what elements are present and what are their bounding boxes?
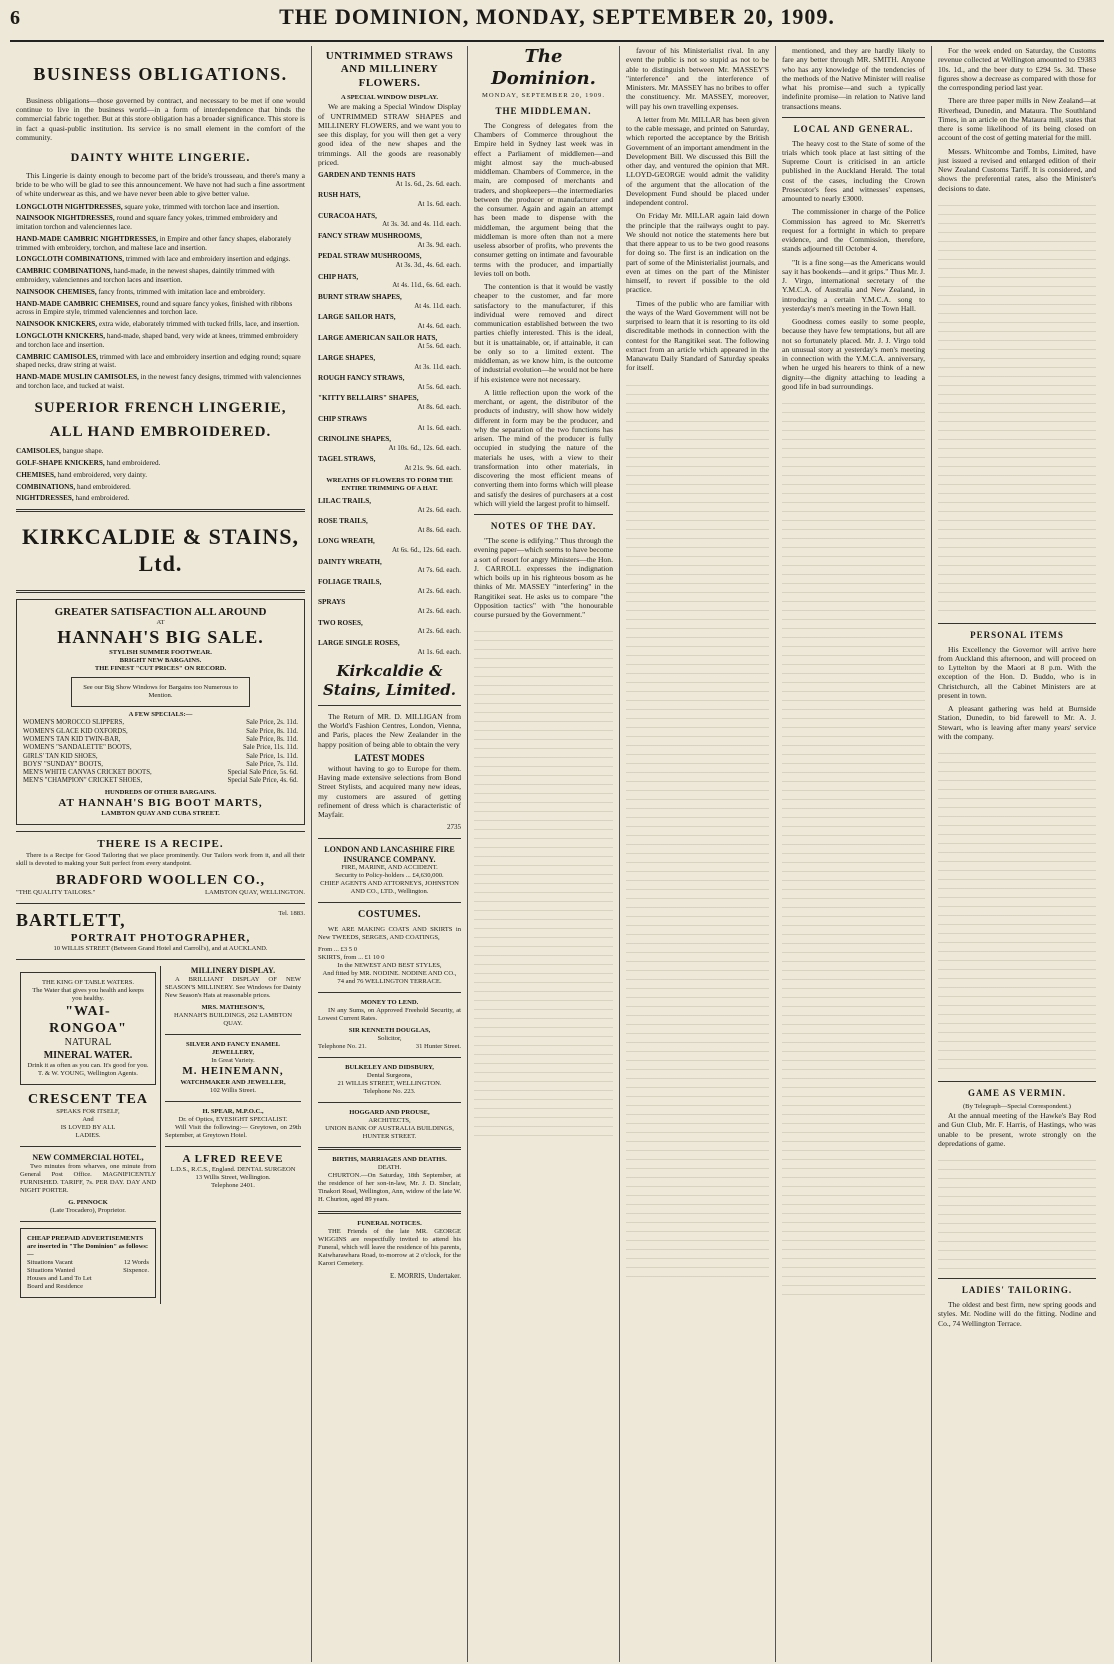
article-paragraph: The commissioner in charge of the Police Commission has agreed to Mr. Skerrett's request for a fortnight in which to prepare evidence, and the Commission, therefore, stands adjourned till October 4. — [782, 207, 925, 254]
page-number: 6 — [10, 7, 20, 29]
french-lingerie-heading: SUPERIOR FRENCH LINGERIE, — [34, 399, 287, 416]
bartlett-address: 10 WILLIS STREET (Between Grand Hotel and Carroll's), and at AUCKLAND. — [53, 945, 268, 953]
hannah-address: LAMBTON QUAY AND CUBA STREET. — [101, 810, 220, 818]
list-item: HAND-MADE CAMBRIC NIGHTDRESSES, in Empire and other fancy shapes, elaborately trimmed with embroidery, torchon, and maltese lace and insertion. — [16, 234, 292, 252]
text-continuation — [938, 1152, 1096, 1272]
divider — [20, 1221, 156, 1222]
article-paragraph: There are three paper mills in New Zealand—at Riverhead, Dunedin, and Mataura. The Southland Times, in an article on the Mataura mill, states that there is some likelihood of its being closed on account of the cost of getting material for the mill. — [938, 96, 1096, 143]
list-item: GIRLS' TAN KID SHOES, Sale Price, 1s. 11d. — [23, 752, 298, 760]
divider — [318, 902, 461, 903]
list-item: MEN'S "CHAMPION" CRICKET SHOES, Special Sale Price, 4s. 6d. — [23, 777, 298, 785]
bartlett-title: PORTRAIT PHOTOGRAPHER, — [70, 931, 251, 944]
crescent-tea-advert: CRESCENT TEA SPEAKS FOR ITSELF, And IS LOVED BY ALL LADIES. — [20, 1091, 156, 1140]
hoggard-advert: HOGGARD AND PROUSE, ARCHITECTS, UNION BANK OF AUSTRALIA BUILDINGS, HUNTER STREET. — [325, 1109, 454, 1141]
list-item: TAGEL STRAWS, At 21s. 9s. 6d. each. — [318, 455, 461, 473]
list-item: PEDAL STRAW MUSHROOMS, At 3s. 3d., 4s. 6d. each. — [318, 252, 461, 270]
article-paragraph: At the annual meeting of the Hawke's Bay Rod and Gun Club, Mr. F. Harris, of Hastings, who was unable to be present, wrote strongly on the depredations of game. — [938, 1111, 1096, 1148]
hannah-specials — [23, 719, 298, 785]
list-item: HAND-MADE MUSLIN CAMISOLES, in the newest fancy designs, trimmed with valenciennes and torchon lace, and tucked at waist. — [16, 373, 302, 390]
heinemann-advert: SILVER AND FANCY ENAMEL JEWELLERY, In Great Variety. M. HEINEMANN, WATCHMAKER AND JEWELLER, 102 Willis Street. — [165, 1041, 301, 1095]
funeral-section: FUNERAL NOTICES. THE Friends of the late MR. GEORGE WIGGINS are respectfully invited to attend his Funeral, which will leave the residence of his parents, Kaiwharawhara Road, to-morrow at 2 o'clock, for the Karori Cemetery. E. MORRIS, Undertaker. — [318, 1219, 461, 1280]
lingerie-heading: DAINTY WHITE LINGERIE. — [70, 150, 251, 165]
list-item: CHIP STRAWS At 1s. 6d. each. — [318, 414, 461, 432]
article-paragraph: A letter from Mr. MILLAR has been given to the cable message, and printed on Saturday, which reported the acceptance by the British Government of an important amendment in the Development Bill. We discussed this Bill the other day, and ventured the opinion that MR. LLOYD-GEORGE would admit the validity of the argument that the allocation of the Development Fund should be placed under independent control. — [626, 114, 769, 207]
divider — [938, 1081, 1096, 1082]
french-lingerie-list — [16, 447, 305, 503]
list-item: CAMBRIC COMBINATIONS, hand-made, in the newest shapes, daintily trimmed with embroidery, valenciennes and torchon laces and insertion. — [16, 267, 275, 285]
hannah-hundreds: HUNDREDS OF OTHER BARGAINS. — [104, 788, 217, 796]
list-item: MEN'S WHITE CANVAS CRICKET BOOTS, Special Sale Price, 5s. 6d. — [23, 769, 298, 777]
list-item: FOLIAGE TRAILS, At 2s. 6d. each. — [318, 578, 461, 595]
article-paragraph: "It is a fine song—as the Americans would say it has bookends—and it grips." Thus Mr. J. J. Virgo, international secretary of the Y.M.C.A. of Australia and New Zealand, in introducing a certain Y.M.C.A. song to yesterday's men's meeting in the Town Hall. — [782, 257, 925, 313]
list-item: TWO ROSES, At 2s. 6d. each. — [318, 618, 461, 636]
hannah-line3: THE FINEST "CUT PRICES" ON RECORD. — [94, 665, 227, 673]
reeve-advert: A LFRED REEVE L.D.S., R.C.S., England. DENTAL SURGEON 13 Willis Street, Wellington. Telephone 2401. — [170, 1152, 296, 1190]
text-continuation — [782, 395, 925, 1295]
divider — [318, 1057, 461, 1058]
column-straws — [312, 46, 468, 1662]
paper-name: The Dominion. — [491, 46, 596, 89]
divider — [16, 959, 305, 960]
hannah-sale-advert — [16, 599, 305, 825]
recipe-body: There is a Recipe for Good Tailoring that we place prominently. Our Tailors work from it, and all their skill is devoted to making your Suit perfect from every standpoint. — [16, 851, 305, 867]
list-item: RUSH HATS, At 1s. 6d. each. — [318, 191, 461, 209]
editorial-paragraph: A little reflection upon the work of the merchant, or agent, the distributor of the products of industry, will show how widely different in form may be the producer, and why the separation of the two functions has arisen. The mind of the producer is fully occupied in studying the nature of the materials he uses, with a view to their transformation into other materials, in discovering the most efficient means of converting them into forms which will please and satisfy the desires of purchasers at a cost which will yield the largest profit to himself. — [474, 387, 613, 508]
recipe-heading: THERE IS A RECIPE. — [97, 838, 224, 851]
wreaths-heading: WREATHS OF FLOWERS TO FORM THE ENTIRE TRIMMING OF A HAT. — [326, 476, 453, 492]
list-item: NAINSOOK NIGHTDRESSES, round and square fancy yokes, trimmed embroidery and imitation torchon and valenciennes lace. — [16, 214, 278, 232]
list-item: Houses and Land To Let — [27, 1275, 92, 1283]
list-item: CURACOA HATS, At 3s. 3d. and 4s. 11d. each. — [318, 211, 461, 229]
article-paragraph: Times of the public who are familiar with the ways of the Ward Government will not be surprised to learn that it is resorting to its old discreditable methods in connection with the contest for the Rangitikei seat. The following extract from an article which appeared in the Manawatu Daily Standard of Saturday speaks for itself. — [626, 298, 769, 373]
divider — [165, 1146, 301, 1147]
divider — [318, 992, 461, 993]
article-paragraph: favour of his Ministerialist rival. In any event the public is not so stupid as not to be able to distinguish between Mr. MASSEY'S "interference" and the interference of Ministers. Mr. MASSEY has no bribes to offer the constituency. Mr. MASSEY, moreover, will pay his own travelling expenses. — [626, 46, 769, 111]
straws-heading: UNTRIMMED STRAWS AND MILLINERY FLOWERS. — [325, 50, 454, 89]
business-intro: Business obligations—those governed by contract, and necessary to be met if one would continue to live in the business world—in a form of interdependence that binds the commercial fabric together. But at this store obligation has a broader significance. This store is in fact a quasi-public institution. Its service is no small element in the comfort of the community. — [16, 95, 305, 142]
small-ads-grid — [16, 966, 305, 1304]
recipe-footer: "THE QUALITY TAILORS." LAMBTON QUAY, WELLINGTON. — [16, 888, 305, 896]
article-paragraph: Messrs. Whitcombe and Tombs, Limited, have just issued a revised and enlarged edition of their New Zealand Customs Tariff. It is considered, and shows the preferential rates, also the Minister's decisions to date. — [938, 146, 1096, 193]
divider — [318, 1147, 461, 1150]
notes-headline: NOTES OF THE DAY. — [490, 521, 597, 532]
editorial-paragraph: The contention is that it would be vastly cheaper to the customer, and far more satisfactory to the manufacturer, if this individual were removed and direct communication established between the two parties chiefly interested. This is the ideal, but it is unattainable, or, if attainable, it can be only so to a limited extent. The middleman, as we know him, is the outcome of industrial evolution—he would not be here if his existence were not necessary. — [474, 282, 613, 384]
divider — [474, 514, 613, 515]
list-item: FANCY STRAW MUSHROOMS, At 3s. 9d. each. — [318, 231, 461, 249]
straws-firm: Kirkcaldie & Stains, Limited. — [323, 662, 456, 699]
straws-list — [318, 171, 461, 473]
list-item: NAINSOOK KNICKERS, extra wide, elaborately trimmed with tucked frills, lace, and insertion. — [16, 320, 300, 329]
article-paragraph: For the week ended on Saturday, the Customs revenue collected at Wellington amounted to £9383 10s. 1d., and the beer duty to £294 5s. 3d. These figures show a decrease as compared with those for the corresponding period last year. — [938, 46, 1096, 92]
divider — [20, 1146, 156, 1147]
list-item: Board and Residence — [27, 1283, 84, 1291]
divider — [16, 903, 305, 904]
list-item: CRINOLINE SHAPES, At 10s. 6d., 12s. 6d. each. — [318, 435, 461, 452]
wairongoa-advert: THE KING OF TABLE WATERS. The Water that gives you health and keeps you healthy. "WAI-RONGOA" NATURAL MINERAL WATER. Drink it as often as you can. It's good for you. T. & W. YOUNG, Wellington Agents. — [20, 972, 156, 1085]
list-item: ROSE TRAILS, At 8s. 6d. each. — [318, 517, 461, 534]
newspaper-title: THE DOMINION, MONDAY, SEPTEMBER 20, 1909. — [279, 4, 835, 29]
text-continuation — [938, 745, 1096, 1075]
editorial-paragraph: The Congress of delegates from the Chambers of Commerce throughout the Empire held in Sydney last week was in effect a Parliament of middlemen—and might almost say the much-abused middleman. Chambers of Commerce, in the main, are composed of merchants and traders, and shopkeepers—the intermediaries between the producer or manufacturer and the consumer. Again and again an attempt has been made to dispense with the middleman, the argument being that the middleman is more often than not a mere useless absorber of profits, who prevents the consumer getting on intimate and favourable terms with the producer, and impartially levies toll on both. — [474, 120, 613, 278]
list-item: Situations Vacant 12 Words — [27, 1258, 149, 1266]
list-item: DAINTY WREATH, At 7s. 6d. each. — [318, 557, 461, 575]
list-item: LARGE SINGLE ROSES, At 1s. 6d. each. — [318, 638, 461, 656]
column-six — [932, 46, 1102, 1662]
business-heading: BUSINESS OBLIGATIONS. — [33, 64, 288, 84]
french-lingerie-subheading: ALL HAND EMBROIDERED. — [49, 423, 272, 440]
hannah-specials-head: A FEW SPECIALS:— — [128, 711, 193, 719]
divider — [782, 117, 925, 118]
list-item: NIGHTDRESSES, hand embroidered. — [16, 494, 130, 503]
lingerie-intro: This Lingerie is dainty enough to become part of the bride's trousseau, and there's many a bride to be who will be glad to see this announcement. We have not had such a fine assortment of white underwear as this, and we have never been able to give better value. — [16, 170, 305, 199]
spear-advert: H. SPEAR, M.P.O.C., Dr. of Optics, EYESIGHT SPECIALIST. Will Visit the following:— Greytown, on 29th September, at Greytown Hotel. — [165, 1107, 301, 1139]
list-item: SPRAYS At 2s. 6d. each. — [318, 598, 461, 616]
editorial-headline: THE MIDDLEMAN. — [495, 105, 592, 116]
money-advert: MONEY TO LEND. IN any Sums, on Approved Freehold Security, at Lowest Current Rates. SIR KENNETH DOUGLAS, Solicitor, Telephone No. 21. 31 Hunter Street. — [318, 998, 461, 1051]
small-ads-right — [161, 966, 305, 1304]
list-item: LONGCLOTH NIGHTDRESSES, square yoke, trimmed with torchon lace and insertion. — [16, 202, 280, 211]
straws-intro: We are making a Special Window Display of UNTRIMMED STRAW SHAPES and MILLINERY FLOWERS, and we want you to see this display, for you will then get a very good idea of the new shapes and the trimmings. All the goods are reasonably priced. — [318, 102, 461, 167]
game-vermin-headline: GAME AS VERMIN. — [967, 1088, 1067, 1099]
straws-subheading: A SPECIAL WINDOW DISPLAY. — [340, 94, 439, 102]
list-item: BURNT STRAW SHAPES, At 4s. 11d. each. — [318, 292, 461, 310]
heinemann-name: M. HEINEMANN, — [182, 1065, 284, 1078]
firm-name: KIRKCALDIE & STAINS, Ltd. — [22, 524, 299, 576]
millinery-advert: MILLINERY DISPLAY. A BRILLIANT DISPLAY OF NEW SEASON'S MILLINERY. See Windows for Dainty New Season's Hats at reasonable prices. MRS. MATHESON'S, HANNAH'S BUILDINGS, 262 LAMBTON QUAY. — [165, 966, 301, 1027]
list-item: CAMBRIC CAMISOLES, trimmed with lace and embroidery insertion and edging round; square shaped necks, draw string at waist. — [16, 352, 301, 370]
divider — [16, 831, 305, 832]
list-item: HAND-MADE CAMBRIC CHEMISES, round and square fancy yokes, finished with ribbons across in Empire style, trimmed valenciennes and torchon lace. — [16, 299, 293, 317]
article-paragraph: Goodness comes easily to some people, because they have few temptations, but all are not so fortunately placed. Mr. J. J. Virgo told an unusual story at yesterday's men's meeting in connection with the Y.M.C.A. anniversary, when he urged his hearers to think of a new dignity—the dignity attaching to leading a good life in bad surroundings. — [782, 317, 925, 391]
article-paragraph: mentioned, and they are hardly likely to fare any better through MR. SMITH. Anyone who has any knowledge of the tendencies of the methods of the Native Minister will realise what his promise—and such a typically indefinite promise—in relation to Native land transactions means. — [782, 46, 925, 111]
list-item: WOMEN'S GLACE KID OXFORDS, Sale Price, 8s. 11d. — [23, 727, 298, 735]
article-paragraph: On Friday Mr. MILLAR again laid down the principle that the railways ought to pay. We should not notice the statements here but that there appear to us to be two good reasons for doing so. The first is an indication on the part of some of the Ministerialist journals, and even at times on the part of the Minister himself, to revert if possible to the old practice. — [626, 211, 769, 295]
list-item: WOMEN'S "SANDALETTE" BOOTS, Sale Price, 11s. 11d. — [23, 744, 298, 752]
hannah-line1: STYLISH SUMMER FOOTWEAR. — [109, 649, 212, 657]
list-item: NAINSOOK CHEMISES, fancy fronts, trimmed with imitation lace and embroidery. — [16, 287, 266, 296]
list-item: "KITTY BELLAIRS" SHAPES, At 8s. 6d. each. — [318, 394, 461, 412]
list-item: LARGE SHAPES, At 3s. 11d. each. — [318, 353, 461, 371]
divider — [16, 590, 305, 593]
list-item: CHEMISES, hand embroidered, very dainty. — [16, 470, 148, 479]
text-continuation — [474, 623, 613, 1143]
article-paragraph: A pleasant gathering was held at Burnside Station, Dunedin, to bid farewell to Mr. A. J. Stewart, who is leaving after many years' service with the company. — [938, 704, 1096, 741]
editorial-date: MONDAY, SEPTEMBER 20, 1909. — [482, 91, 605, 99]
divider — [318, 705, 461, 706]
divider — [318, 1102, 461, 1103]
column-container — [10, 46, 1104, 1662]
bartlett-name: BARTLETT, — [16, 909, 126, 930]
hannah-title: HANNAH'S BIG SALE. — [57, 627, 264, 648]
insurance-advert: LONDON AND LANCASHIRE FIRE INSURANCE COMPANY. FIRE, MARINE, AND ACCIDENT. Security to Policy-holders ... £4,630,000. CHIEF AGENTS AND ATTORNEYS, JOHNSTON AND CO., LTD., Wellington. — [320, 844, 459, 896]
hannah-top: GREATER SATISFACTION ALL AROUND — [54, 605, 267, 618]
bartlett-advert — [16, 910, 305, 953]
divider — [16, 509, 305, 512]
bulkeley-advert: BULKELEY AND DIDSBURY, Dental Surgeons, 21 WILLIS STREET, WELLINGTON. Telephone No. 223. — [337, 1064, 442, 1096]
list-item: BOYS' "SUNDAY" BOOTS, Sale Price, 7s. 11d. — [23, 760, 298, 768]
list-item: CHIP HATS, At 4s. 11d., 6s. 6d. each. — [318, 272, 461, 290]
divider — [318, 1211, 461, 1214]
list-item: WOMEN'S MOROCCO SLIPPERS, Sale Price, 2s. 11d. — [23, 719, 298, 727]
divider — [165, 1034, 301, 1035]
column-five — [776, 46, 932, 1662]
hannah-marts: AT HANNAH'S BIG BOOT MARTS, — [58, 796, 263, 809]
divider — [165, 1101, 301, 1102]
list-item: LONGCLOTH COMBINATIONS, trimmed with lace and embroidery insertion and edgings. — [16, 255, 291, 264]
bartlett-tel: Tel. 1883. — [278, 909, 305, 917]
cheap-ads-advert: CHEAP PREPAID ADVERTISEMENTS are inserted in "The Dominion" as follows:— Situations Vacant 12 Words Situations Wanted Sixpence. Houses and Land To Let Board and Residence — [20, 1228, 156, 1298]
text-continuation — [626, 377, 769, 1277]
text-continuation — [938, 197, 1096, 617]
column-editorial — [468, 46, 620, 1662]
list-item: LONG WREATH, At 6s. 6d., 12s. 6d. each. — [318, 537, 461, 555]
wreaths-list — [318, 497, 461, 657]
ladies-tailoring-headline: LADIES' TAILORING. — [961, 1285, 1073, 1296]
hotel-advert: NEW COMMERCIAL HOTEL, Two minutes from wharves, one minute from General Post Office. MAGNIFICENTLY FURNISHED. TARIFF, 7s. PER DAY. DAY AND NIGHT PORTER. G. PINNOCK (Late Trocadero), Proprietor. — [20, 1152, 156, 1214]
list-item: GOLF-SHAPE KNICKERS, hand embroidered. — [16, 459, 161, 468]
notes-paragraph: "The scene is edifying." Thus through the evening paper—which seems to have become a sort of resort for angry Ministers—the Hon. J. CARROLL expresses the indignation which boils up in his righteous bosom as he thinks of Mr. MASSEY "interfering" in the Rangitikei seat. He asks us to compare "the Opposition tactics" with "the honourable course pursued by the Government." — [474, 536, 613, 620]
list-item: ROUGH FANCY STRAWS, At 5s. 6d. each. — [318, 374, 461, 391]
costumes-advert: COSTUMES. WE ARE MAKING COATS AND SKIRTS in New TWEEDS, SERGES, AND COATINGS, From ... £3 5 0 SKIRTS, from ... £1 10 0 In the NEWEST AND BEST STYLES, And fitted by MR. NODINE. NODINE AND CO., 74 and 76 WELLINGTON TERRACE. — [318, 909, 461, 985]
hannah-window-box: See our Big Show Windows for Bargains too Numerous to Mention. — [71, 677, 250, 707]
game-vermin-byline: (By Telegraph—Special Correspondent.) — [962, 1103, 1071, 1111]
hannah-line2: BRIGHT NEW BARGAINS. — [119, 657, 202, 665]
recipe-advert — [16, 838, 305, 897]
list-item: LARGE SAILOR HATS, At 4s. 6d. each. — [318, 313, 461, 330]
crescent-tea-name: CRESCENT TEA — [27, 1091, 149, 1107]
divider — [938, 1278, 1096, 1279]
column-four — [620, 46, 776, 1662]
list-item: WOMEN'S TAN KID TWIN-BAR, Sale Price, 8s. 11d. — [23, 735, 298, 743]
local-general-headline: LOCAL AND GENERAL. — [793, 123, 914, 134]
divider — [938, 623, 1096, 624]
list-item: CAMISOLES, bangue shape. — [16, 447, 104, 456]
article-paragraph: The oldest and best firm, new spring goods and styles. Mr. Nodine will do the fitting. Nodine and Co., 74 Wellington Terrace. — [938, 1300, 1096, 1328]
divider — [318, 838, 461, 839]
personal-items-headline: PERSONAL ITEMS — [970, 629, 1064, 640]
article-paragraph: His Excellency the Governor will arrive here from Auckland this afternoon, and will proceed on to Lyttelton by the Maori at 8 p.m. With the exception of the Hon. D. Buddo, who is in Christchurch, all the Cabinet Ministers are at present in town. — [938, 644, 1096, 700]
masthead — [10, 4, 1104, 42]
list-item: LARGE AMERICAN SAILOR HATS, At 5s. 6d. each. — [318, 333, 461, 351]
recipe-firm: BRADFORD WOOLLEN CO., — [56, 872, 265, 888]
list-item: LILAC TRAILS, At 2s. 6d. each. — [318, 496, 461, 514]
births-section: BIRTHS, MARRIAGES AND DEATHS. DEATH. CHURTON.—On Saturday, 18th September, at the residence of her son-in-law, Mr. J. D. Sinclair, Tinakori Road, Wellington, Ann, widow of the late W. H. Churton, aged 89 years. — [318, 1156, 461, 1204]
small-ads-left — [16, 966, 161, 1304]
wairongoa-name: "WAI-RONGOA" — [49, 1004, 127, 1037]
advert-column — [10, 46, 312, 1662]
lingerie-list — [16, 203, 305, 391]
list-item: COMBINATIONS, hand embroidered. — [16, 482, 131, 491]
list-item: LONGCLOTH KNICKERS, hand-made, shaped band, very wide at knees, trimmed embroidery and torchon lace and insertion. — [16, 331, 299, 349]
list-item: Situations Wanted Sixpence. — [27, 1267, 149, 1275]
milligan-advert: The Return of MR. D. MILLIGAN from the World's Fashion Centres, London, Vienna, and Paris, places the New Zealander in the happy position of being able to obtain the very LATEST MODES without having to go to Europe for them. Having made extensive selections from Bond Street Stylists, and acquired many new ideas, my customers are assured of getting refinement of dress which is characteristic of Mayfair. 2735 — [318, 711, 461, 832]
hannah-at: AT — [156, 619, 165, 627]
article-paragraph: The heavy cost to the State of some of the trials which took place at last sitting of the Supreme Court is criticised in an article published in the Auckland Herald. The total cost of the cases, including the Crown Prosecutor's fees and witnesses' expenses, amounted to nearly £3000. — [782, 138, 925, 204]
list-item: GARDEN AND TENNIS HATS At 1s. 6d., 2s. 6d. each. — [318, 171, 461, 188]
